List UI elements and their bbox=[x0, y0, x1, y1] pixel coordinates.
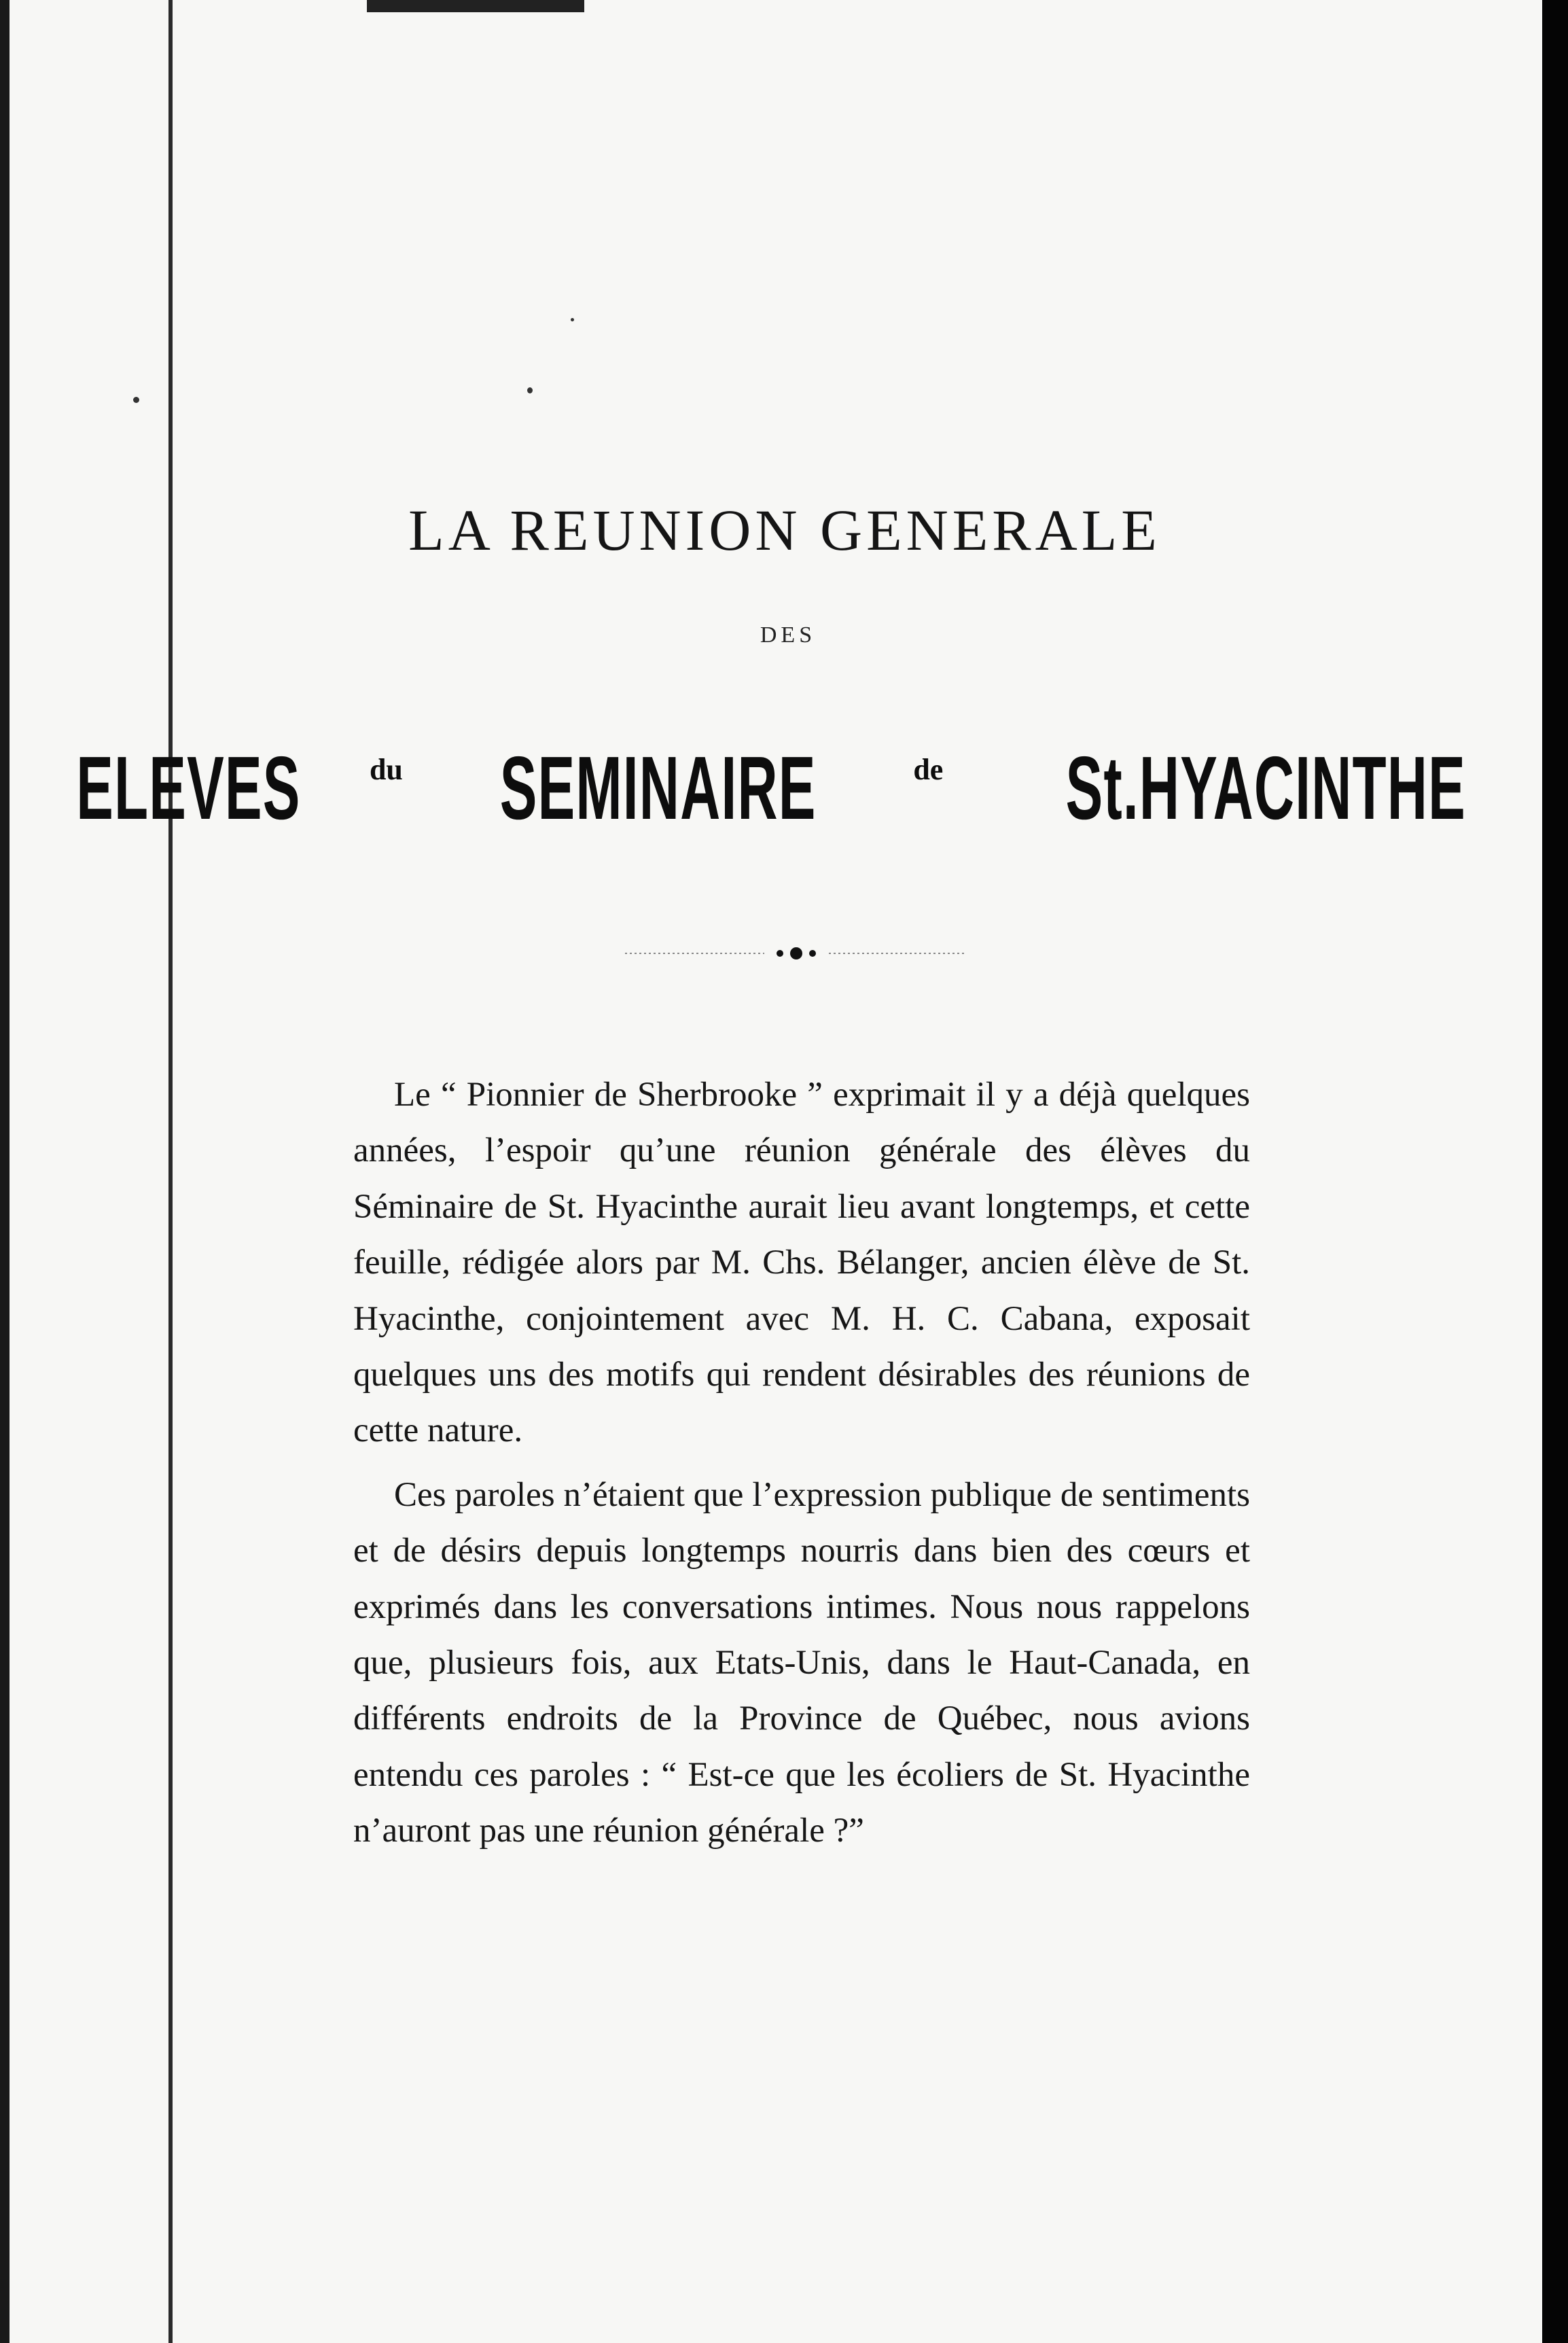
scan-right-edge bbox=[1542, 0, 1568, 2343]
speck bbox=[133, 397, 139, 403]
ornament-divider bbox=[625, 943, 965, 964]
speck bbox=[527, 387, 533, 393]
paragraph: Ces paroles n’étaient que l’expression publique de sentiments et de désirs depuis longtemps nourris dans bien des cœurs et exprimés dans les conversations intimes. Nous nous rappelons que, plusieurs fois, aux Etats-Unis, dans le Haut-Canada, en différents endroits de la Province de Québec, nous avions entendu ces paroles : “ Est-ce que les écoliers de St. Hyacinthe n’auront pas une réunion générale ?” bbox=[353, 1475, 1250, 1850]
page-subtitle: DES bbox=[760, 622, 817, 648]
heading-connector: de bbox=[913, 753, 944, 786]
page-title: LA REUNION GENERALE bbox=[408, 497, 1161, 563]
heading-part: SEMINAIRE bbox=[499, 738, 817, 838]
speck bbox=[571, 318, 574, 321]
body-text bbox=[353, 1067, 1250, 1859]
scan-top-mark bbox=[367, 0, 584, 12]
main-heading bbox=[76, 737, 1467, 839]
binding-fold-line bbox=[168, 0, 173, 2343]
heading-part: St.HYACINTHE bbox=[1065, 738, 1467, 838]
heading-part: ELEVES bbox=[76, 738, 301, 838]
heading-connector: du bbox=[369, 753, 403, 786]
scan-left-edge bbox=[0, 0, 10, 2343]
paragraph: Le “ Pionnier de Sherbrooke ” exprimait il y a déjà quelques années, l’espoir qu’une réunion générale des élèves du Séminaire de St. Hyacinthe aurait lieu avant longtemps, et cette feuille, rédigée alors par M. Chs. Bélanger, ancien élève de St. Hyacinthe, conjointement avec M. H. C. Cabana, exposait quelques uns des motifs qui rendent désirables des réunions de cette nature. bbox=[353, 1076, 1250, 1450]
